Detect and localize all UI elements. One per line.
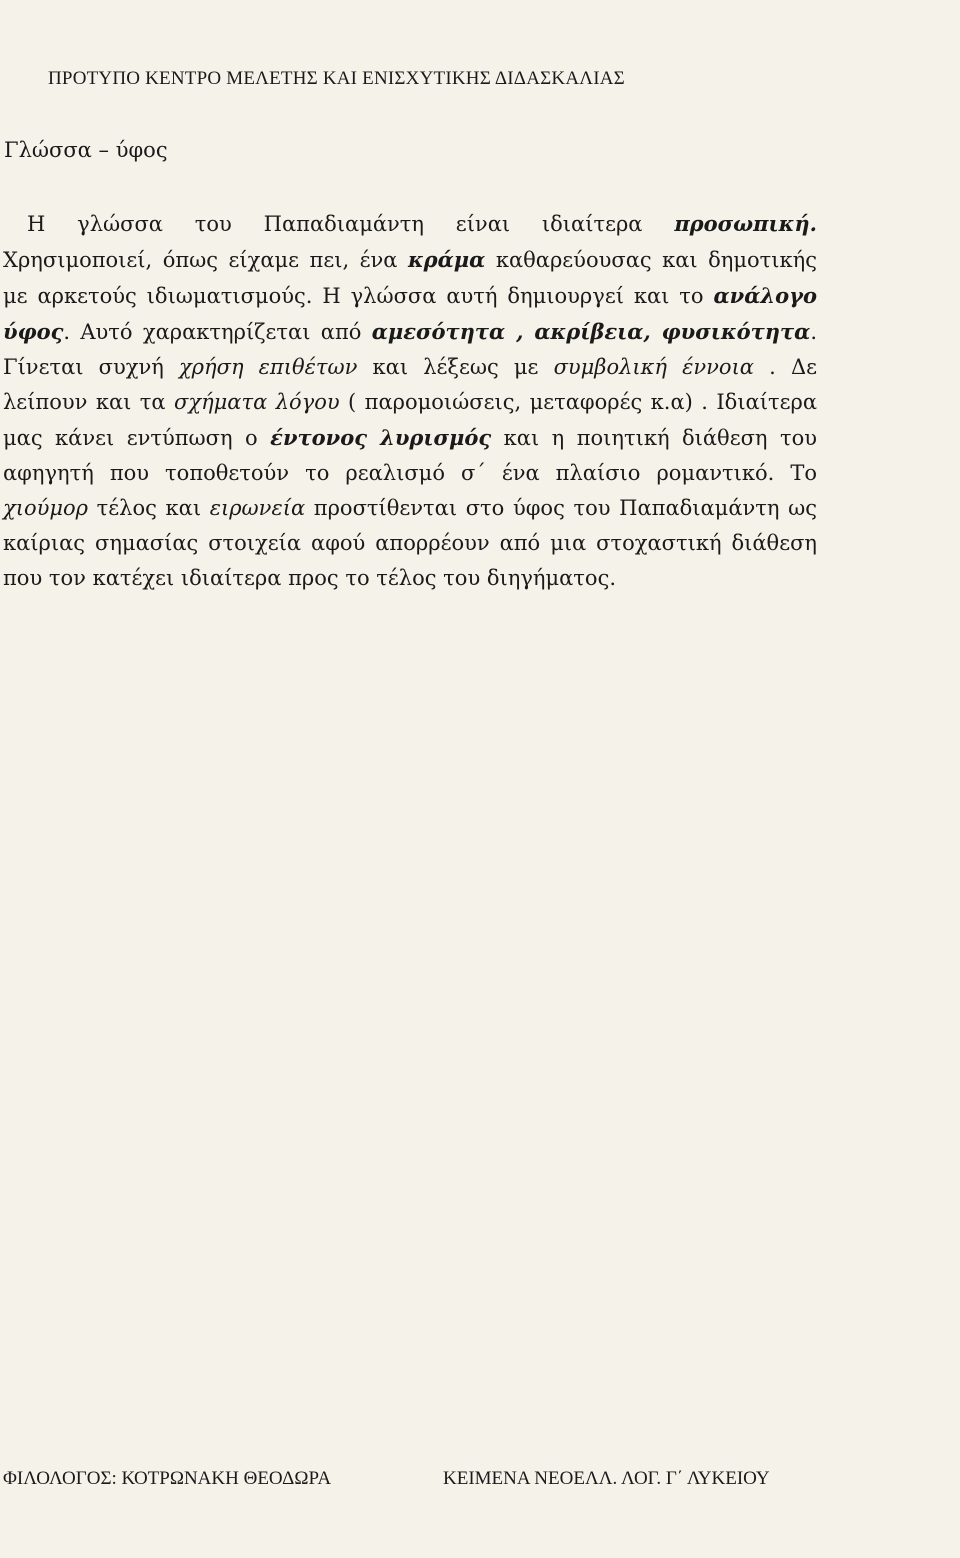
emphasis-italic: χρήση επιθέτων <box>178 355 358 379</box>
emphasis-italic: ειρωνεία <box>209 496 306 520</box>
emphasis-italic: σχήματα λόγου <box>174 390 340 414</box>
section-title: Γλώσσα – ύφος <box>4 138 168 162</box>
emphasis-italic: συμβολική έννοια <box>553 355 754 379</box>
text-run: προστίθενται στο ύφος του Παπαδιαμάντη ως καίριας σημασίας στοιχεία αφού απορρέουν από μια στοχαστική διάθεση που τον κατέχει ιδιαίτερα προς το τέλος του διηγήματος. <box>3 496 818 590</box>
text-run: Η γλώσσα του Παπαδιαμάντη είναι ιδιαίτερα <box>27 212 675 236</box>
footer-author: ΦΙΛΟΛΟΓΟΣ: ΚΟΤΡΩΝΑΚΗ ΘΕΟΔΩΡΑ <box>3 1468 332 1489</box>
text-run: . Αυτό χαρακτηρίζεται από <box>63 320 372 344</box>
text-run: και η ποιητική διάθεση του αφηγητή που τοποθετούν το ρεαλισμό σ΄ ένα πλαίσιο ρομαντικό. Το <box>3 426 817 485</box>
text-run: . Γίνεται συχνή <box>3 320 818 379</box>
text-run: ( παρομοιώσεις, μεταφορές κ.α) . Ιδιαίτερα μας κάνει εντύπωση ο <box>3 390 817 450</box>
text-run: καθαρεύουσας και δημοτικής με αρκετούς ιδιωματισμούς. Η γλώσσα αυτή δημιουργεί και το <box>3 248 817 308</box>
emphasis-bold-italic: αμεσότητα , ακρίβεια, φυσικότητα <box>371 319 811 344</box>
text-run: Χρησιμοποιεί, όπως είχαμε πει, ένα <box>3 248 408 272</box>
text-run: τέλος και <box>88 496 210 520</box>
body-paragraph <box>3 206 817 596</box>
page-header-title: ΠΡΟΤΥΠΟ ΚΕΝΤΡΟ ΜΕΛΕΤΗΣ ΚΑΙ ΕΝΙΣΧΥΤΙΚΗΣ ΔΙΔΑΣΚΑΛΙΑΣ <box>48 68 625 89</box>
emphasis-bold-italic: προσωπική. <box>674 211 817 236</box>
text-run: . Δε λείπουν και τα <box>3 355 818 414</box>
emphasis-bold-italic: έντονος λυρισμός <box>270 425 492 450</box>
emphasis-italic: χιούμορ <box>3 496 89 520</box>
footer-course: ΚΕΙΜΕΝΑ ΝΕΟΕΛΛ. ΛΟΓ. Γ΄ ΛΥΚΕΙΟΥ <box>443 1468 770 1489</box>
emphasis-bold-italic: κράμα <box>407 247 486 272</box>
emphasis-bold-italic: ανάλογο ύφος <box>3 283 817 344</box>
text-run: και λέξεως με <box>357 355 554 379</box>
